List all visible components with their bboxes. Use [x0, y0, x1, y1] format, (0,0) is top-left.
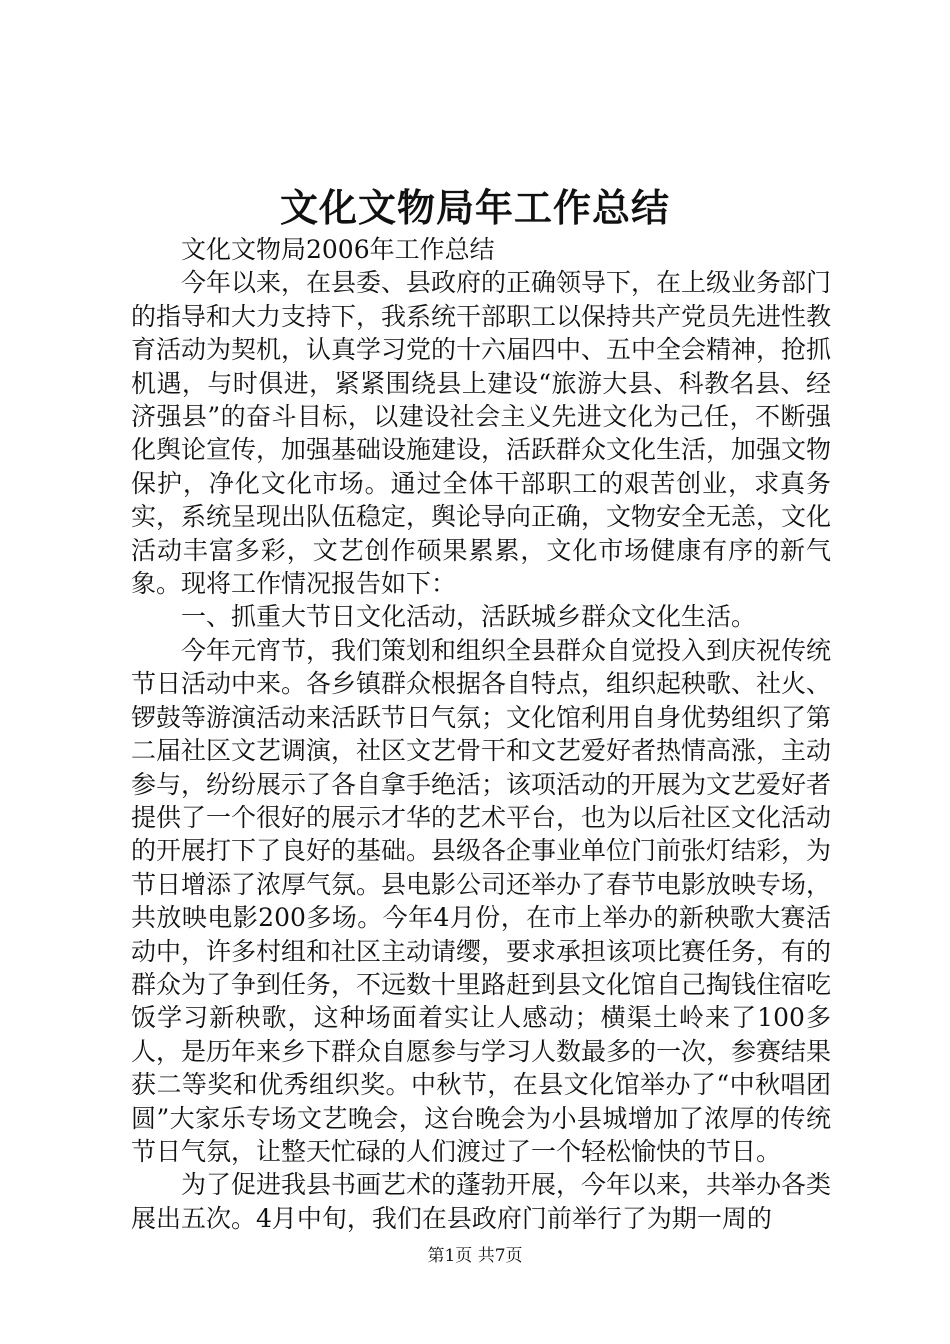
body-paragraph: 为了促进我县书画艺术的蓬勃开展，今年以来，共举办各类展出五次。4月中旬，我们在县政府门前举行了为期一周的: [131, 1170, 832, 1233]
document-title: 文化文物局年工作总结: [279, 185, 670, 230]
body-paragraph: 今年元宵节，我们策划和组织全县群众自觉投入到庆祝传统节日活动中来。各乡镇群众根据各自特点，组织起秧歌、社火、锣鼓等游演活动来活跃节日气氛；文化馆利用自身优势组织了第二届社区文艺调演，社区文艺骨干和文艺爱好者热情高涨，主动参与，纷纷展示了各自拿手绝活；该项活动的开展为文艺爱好者提供了一个很好的展示才华的艺术平台，也为以后社区文化活动的开展打下了良好的基础。县级各企事业单位门前张灯结彩，为节日增添了浓厚气氛。县电影公司还举办了春节电影放映专场，共放映电影200多场。今年4月份，在市上举办的新秧歌大赛活动中，许多村组和社区主动请缨，要求承担该项比赛任务，有的群众为了争到任务，不远数十里路赶到县文化馆自己掏钱住宿吃饭学习新秧歌，这种场面着实让人感动；横渠土岭来了100多人，是历年来乡下群众自愿参与学习人数最多的一次，参赛结果获二等奖和优秀组织奖。中秋节，在县文化馆举办了“中秋唱团圆”大家乐专场文艺晚会，这台晚会为小县城增加了浓厚的传统节日气氛，让整天忙碌的人们渡过了一个轻松愉快的节日。: [131, 635, 832, 1166]
intro-paragraph: 今年以来，在县委、县政府的正确领导下，在上级业务部门的指导和大力支持下，我系统干部职工以保持共产党员先进性教育活动为契机，认真学习党的十六届四中、五中全会精神，抢抓机遇，与时俱进，紧紧围绕县上建设“旅游大县、科教名县、经济强县”的奋斗目标，以建设社会主义先进文化为己任，不断强化舆论宣传，加强基础设施建设，活跃群众文化生活，加强文物保护，净化文化市场。通过全体干部职工的艰苦创业，求真务实，系统呈现出队伍稳定，舆论导向正确，文物安全无恙，文化活动丰富多彩，文艺创作硕果累累，文化市场健康有序的新气象。现将工作情况报告如下：: [131, 268, 832, 599]
page-footer: 第1页 共7页: [427, 1246, 523, 1266]
section-heading: 一、抓重大节日文化活动，活跃城乡群众文化生活。: [181, 602, 757, 632]
document-body: [131, 233, 831, 1235]
subtitle-paragraph: 文化文物局2006年工作总结: [181, 235, 495, 264]
